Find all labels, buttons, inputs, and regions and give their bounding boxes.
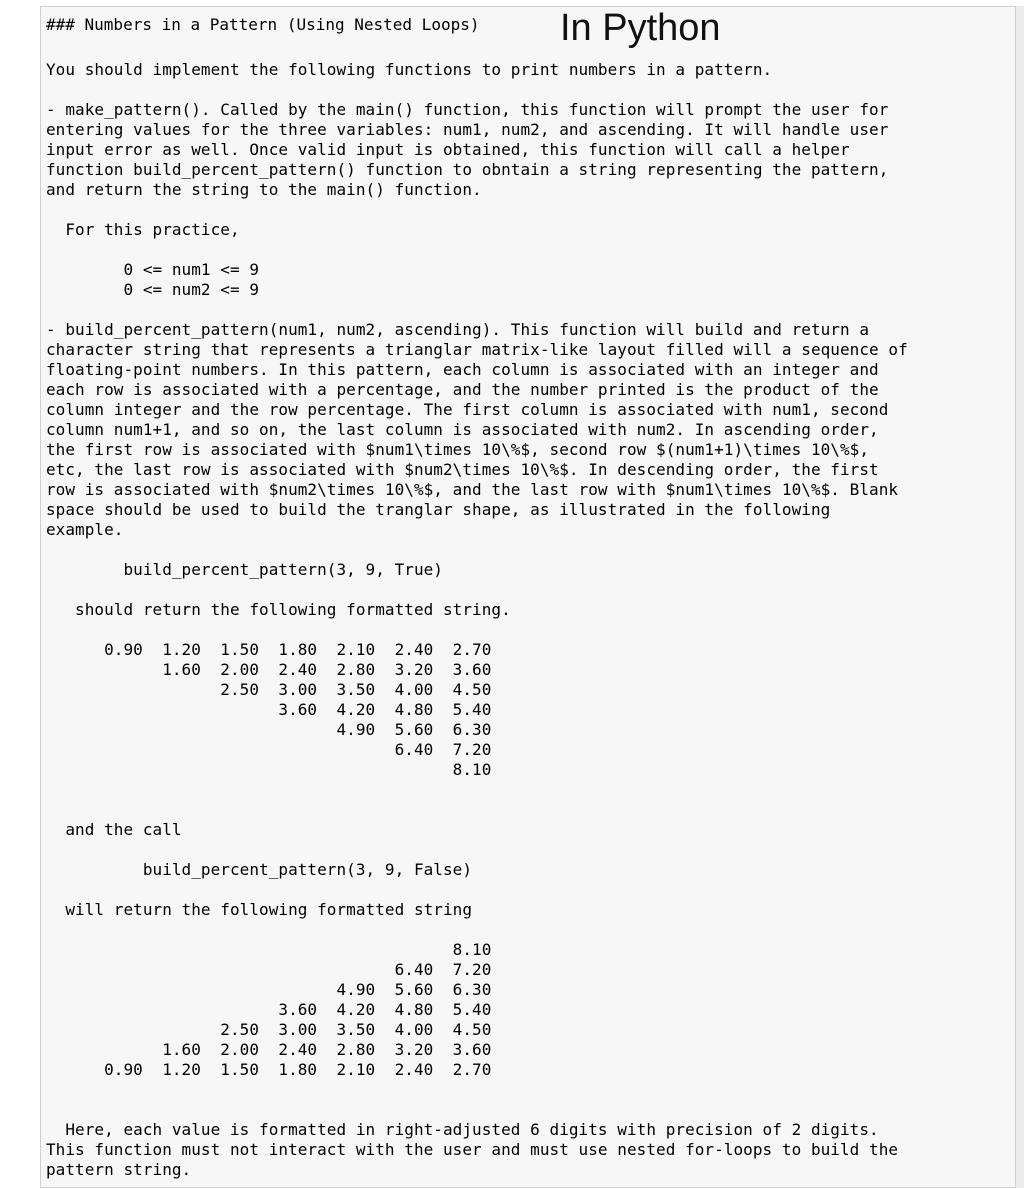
- text-line: - make_pattern(). Called by the main() function, this function will prompt the user for: [46, 100, 889, 119]
- text-line: [46, 200, 908, 220]
- text-line: will return the following formatted string: [46, 900, 473, 919]
- text-line: pattern string.: [46, 1160, 192, 1179]
- text-line: - build_percent_pattern(num1, num2, ascending). This function will build and return a: [46, 320, 870, 339]
- text-line: should return the following formatted string.: [46, 600, 511, 619]
- text-line: build_percent_pattern(3, 9, True): [46, 560, 443, 579]
- text-line: [46, 1080, 908, 1100]
- text-line: You should implement the following functions to print numbers in a pattern.: [46, 60, 773, 79]
- text-line: space should be used to build the tranglar shape, as illustrated in the following: [46, 500, 831, 519]
- text-line: [46, 580, 908, 600]
- text-line: 3.60 4.20 4.80 5.40: [46, 700, 492, 719]
- text-line: 2.50 3.00 3.50 4.00 4.50: [46, 680, 492, 699]
- cell-heading: ### Numbers in a Pattern (Using Nested Loops): [46, 15, 480, 34]
- text-line: 2.50 3.00 3.50 4.00 4.50: [46, 1020, 492, 1039]
- text-line: [46, 880, 908, 900]
- text-line: [46, 300, 908, 320]
- text-line: function build_percent_pattern() function to obntain a string representing the pattern,: [46, 160, 889, 179]
- text-line: [46, 80, 908, 100]
- heading-row: [46, 15, 479, 35]
- text-line: For this practice,: [46, 220, 240, 239]
- text-line: [46, 780, 908, 800]
- text-line: 8.10: [46, 940, 492, 959]
- text-line: [46, 840, 908, 860]
- text-line: column integer and the row percentage. The first column is associated with num1, second: [46, 400, 889, 419]
- text-line: 0 <= num2 <= 9: [46, 280, 260, 299]
- text-line: 0.90 1.20 1.50 1.80 2.10 2.40 2.70: [46, 1060, 492, 1079]
- text-line: 0.90 1.20 1.50 1.80 2.10 2.40 2.70: [46, 640, 492, 659]
- text-line: character string that represents a trianglar matrix-like layout filled will a sequence of: [46, 340, 908, 359]
- text-line: row is associated with $num2\times 10\%$, and the last row with $num1\times 10\%$. Blank: [46, 480, 899, 499]
- text-line: Here, each value is formatted in right-adjusted 6 digits with precision of 2 digits.: [46, 1120, 879, 1139]
- text-line: build_percent_pattern(3, 9, False): [46, 860, 473, 879]
- text-line: 8.10: [46, 760, 492, 779]
- text-line: 1.60 2.00 2.40 2.80 3.20 3.60: [46, 1040, 492, 1059]
- text-line: and return the string to the main() function.: [46, 180, 482, 199]
- text-line: and the call: [46, 820, 182, 839]
- text-line: 0 <= num1 <= 9: [46, 260, 260, 279]
- cell-body-text: [46, 60, 908, 1180]
- text-line: each row is associated with a percentage, and the number printed is the product of the: [46, 380, 879, 399]
- text-line: 3.60 4.20 4.80 5.40: [46, 1000, 492, 1019]
- text-line: [46, 1100, 908, 1120]
- text-line: [46, 240, 908, 260]
- overlay-title: In Python: [560, 7, 721, 49]
- text-line: floating-point numbers. In this pattern, each column is associated with an integer and: [46, 360, 879, 379]
- text-line: 4.90 5.60 6.30: [46, 720, 492, 739]
- text-line: entering values for the three variables: num1, num2, and ascending. It will handle user: [46, 120, 889, 139]
- text-line: [46, 540, 908, 560]
- text-line: 4.90 5.60 6.30: [46, 980, 492, 999]
- text-line: [46, 920, 908, 940]
- text-line: example.: [46, 520, 124, 539]
- text-line: 6.40 7.20: [46, 960, 492, 979]
- text-line: the first row is associated with $num1\times 10\%$, second row $(num1+1)\times 10\%$,: [46, 440, 870, 459]
- text-line: This function must not interact with the user and must use nested for-loops to build the: [46, 1140, 899, 1159]
- text-line: [46, 800, 908, 820]
- scrollbar[interactable]: [1016, 6, 1024, 1188]
- text-line: [46, 620, 908, 640]
- markdown-cell: [40, 6, 1016, 1188]
- text-line: column num1+1, and so on, the last column is associated with num2. In ascending order,: [46, 420, 879, 439]
- text-line: 1.60 2.00 2.40 2.80 3.20 3.60: [46, 660, 492, 679]
- text-line: input error as well. Once valid input is obtained, this function will call a helper: [46, 140, 850, 159]
- text-line: 6.40 7.20: [46, 740, 492, 759]
- text-line: etc, the last row is associated with $num2\times 10\%$. In descending order, the first: [46, 460, 879, 479]
